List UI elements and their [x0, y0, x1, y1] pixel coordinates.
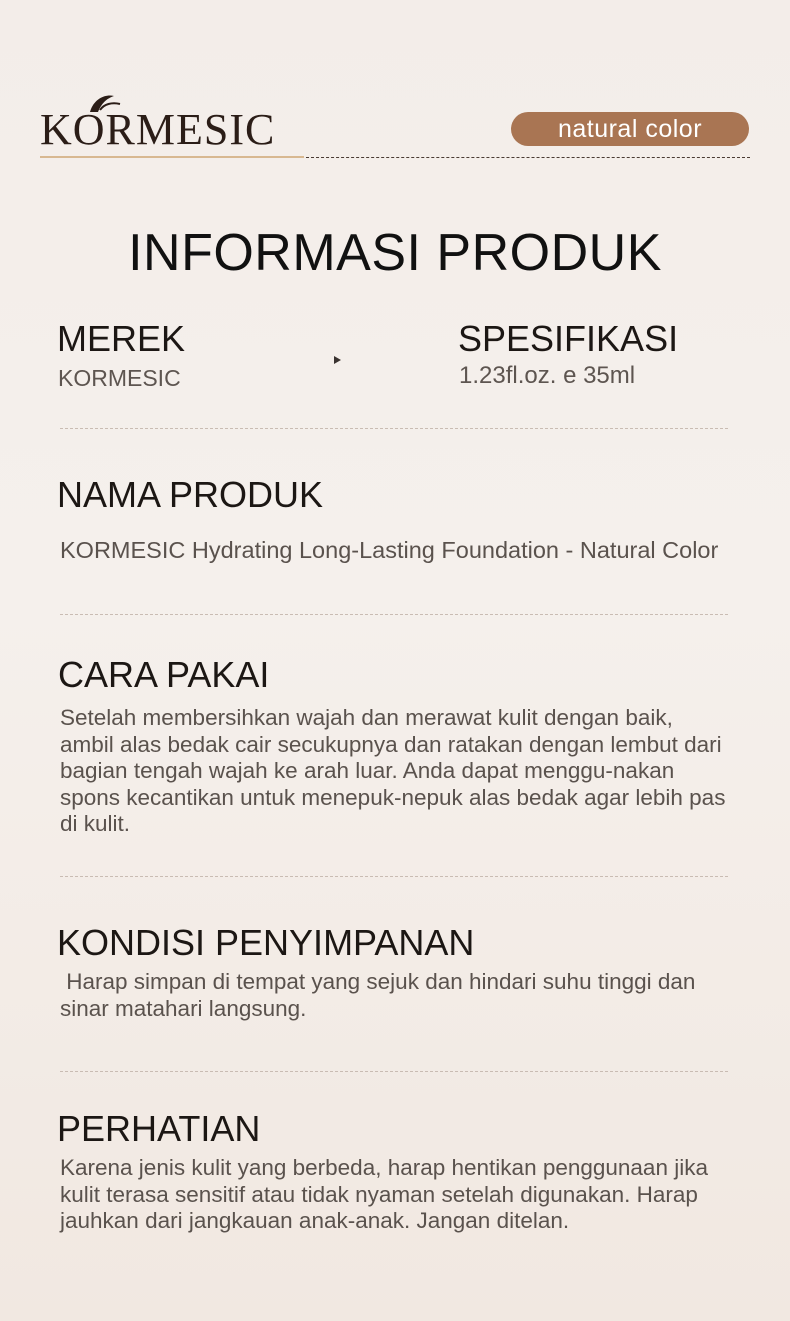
logo-text: KORMESIC	[40, 105, 276, 154]
divider	[60, 876, 728, 877]
perhatian-value: Karena jenis kulit yang berbeda, harap hentikan penggunaan jika kulit terasa sensitif atau tidak nyaman setelah digunakan. Harap jauhkan dari jangkauan anak-anak. Jangan ditelan.	[60, 1155, 708, 1233]
merek-value: KORMESIC	[58, 365, 181, 391]
spesifikasi-label: SPESIFIKASI	[458, 318, 679, 359]
kondisi-value: Harap simpan di tempat yang sejuk dan hindari suhu tinggi dan sinar matahari langsung.	[60, 969, 702, 1021]
divider	[60, 614, 728, 615]
nama-produk-value: KORMESIC Hydrating Long-Lasting Foundation - Natural Color	[60, 537, 719, 563]
perhatian-label: PERHATIAN	[57, 1108, 261, 1149]
cara-pakai-value: Setelah membersihkan wajah dan merawat kulit dengan baik, ambil alas bedak cair secukupnya dan ratakan dengan lembut dari bagian tengah wajah ke arah luar. Anda dapat menggu-nakan spons kecantikan untuk menepuk-nepuk alas bedak agar lebih pas di kulit.	[60, 705, 726, 836]
header-dotted-line	[306, 157, 750, 158]
divider	[60, 1071, 728, 1072]
kondisi-label: KONDISI PENYIMPANAN	[57, 922, 475, 963]
divider	[60, 428, 728, 429]
cara-pakai-label: CARA PAKAI	[58, 654, 270, 695]
merek-label: MEREK	[57, 318, 186, 359]
spesifikasi-value: 1.23fl.oz. e 35ml	[459, 362, 636, 389]
play-arrow-icon	[334, 356, 341, 364]
nama-produk-label: NAMA PRODUK	[57, 474, 324, 515]
brand-logo	[40, 96, 306, 160]
logo-underline	[40, 156, 304, 158]
shade-badge: natural color	[511, 112, 749, 146]
page-title: INFORMASI PRODUK	[128, 224, 662, 282]
